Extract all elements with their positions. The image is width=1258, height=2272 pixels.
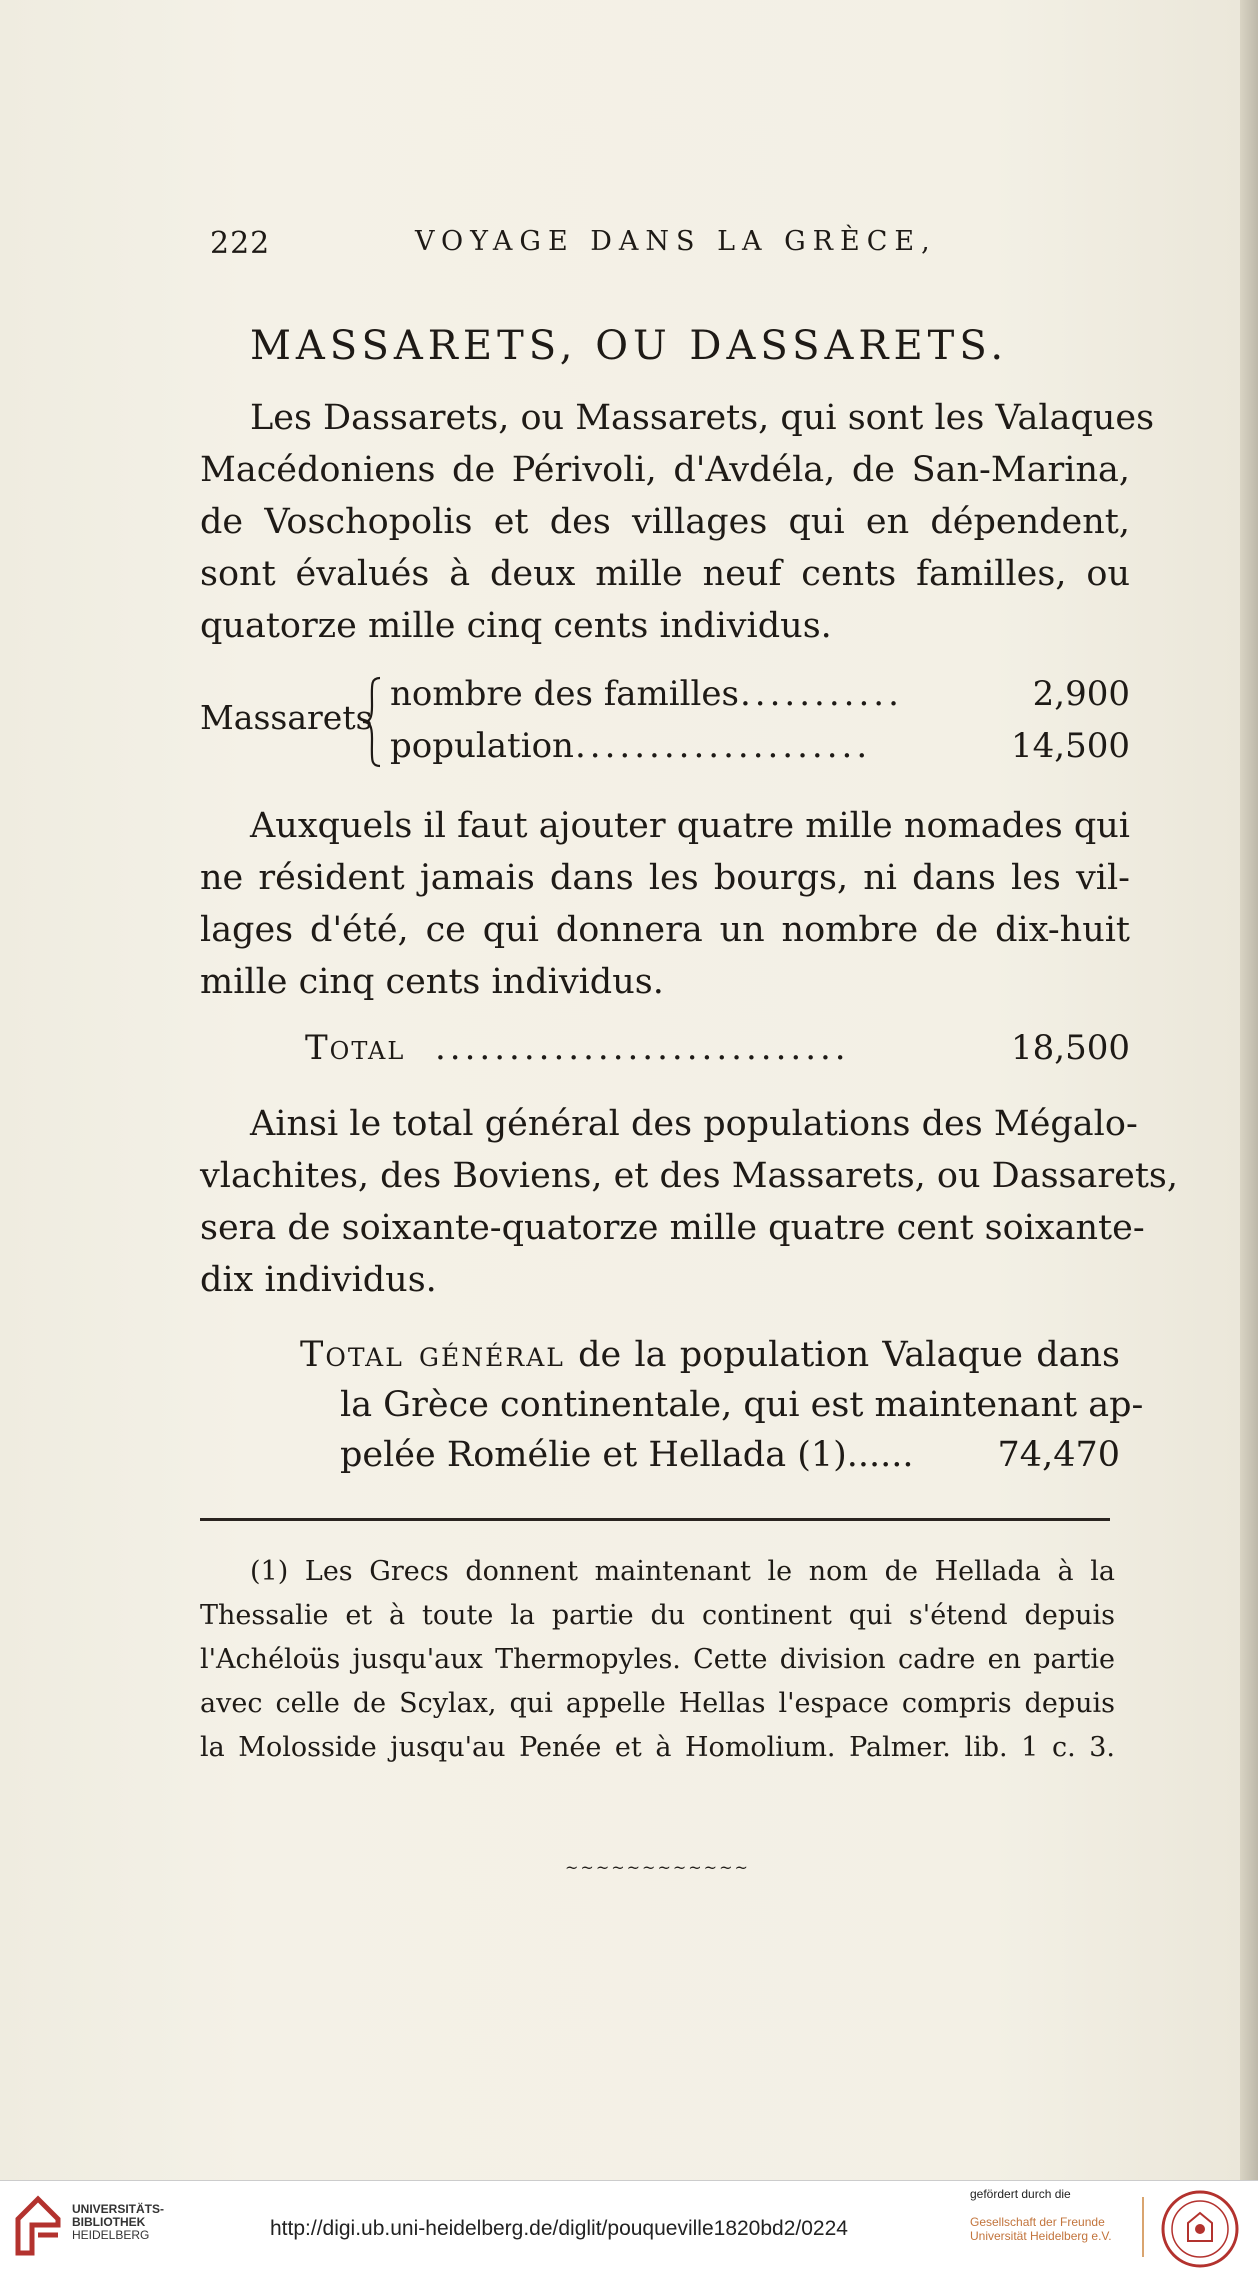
leader-dots: ............................ [435, 1028, 850, 1068]
breakdown-row [390, 674, 1130, 722]
text-line: Les Dassarets, ou Massarets, qui sont les Valaques [250, 398, 1155, 438]
grand-total [300, 1330, 1144, 1480]
footnote-line: l'Achéloüs jusqu'aux Thermopyles. Cette division cadre en partie [200, 1644, 1115, 1675]
footnote-line: (1) Les Grecs donnent maintenant le nom de Hellada à la [250, 1556, 1115, 1587]
text-line: mille cinq cents individus. [200, 962, 664, 1002]
row-label: nombre des familles [390, 674, 739, 714]
permalink-url[interactable]: http://digi.ub.uni-heidelberg.de/diglit/pouqueville1820bd2/0224 [270, 2217, 848, 2240]
library-line: UNIVERSITÄTS- [72, 2202, 165, 2216]
curly-brace-icon [360, 676, 382, 768]
text-line [300, 1330, 1120, 1380]
paragraph-1 [200, 392, 1155, 652]
text-line: ne résident jamais dans les bourgs, ni dans les vil- [200, 858, 1130, 898]
sponsor [970, 2187, 1180, 2243]
sponsor-org [970, 2215, 1180, 2243]
population-breakdown [200, 668, 1130, 778]
footnote-line: avec celle de Scylax, qui appelle Hellas l'espace compris depuis [200, 1688, 1115, 1719]
sponsor-line: Universität Heidelberg e.V. [970, 2229, 1112, 2243]
text-line: lages d'été, ce qui donnera un nombre de dix-huit [200, 910, 1130, 950]
library-name [72, 2203, 164, 2242]
text-line: Auxquels il faut ajouter quatre mille nomades qui [250, 806, 1130, 846]
grand-total-value: 74,470 [997, 1435, 1120, 1475]
text-line: quatorze mille cinq cents individus. [200, 606, 832, 646]
viewer-footer [0, 2180, 1258, 2272]
total-row [305, 1028, 1130, 1078]
grand-total-text: pelée Romélie et Hellada (1)...... [340, 1435, 914, 1475]
brace-label: Massarets [200, 698, 373, 737]
leader-dots: .................... [575, 726, 872, 766]
text-line: sera de soixante-quatorze mille quatre cent soixante- [200, 1208, 1145, 1248]
total-label: Total [305, 1028, 406, 1068]
paragraph-2 [200, 800, 1130, 1008]
text-line: dix individus. [200, 1260, 437, 1300]
footnote-line: Thessalie et à toute la partie du continent qui s'étend depuis [200, 1600, 1115, 1631]
ornament: ~~~~~~~~~~~~ [565, 1858, 750, 1877]
grand-total-label: Total général [300, 1335, 565, 1375]
text-line: vlachites, des Boviens, et des Massarets, ou Dassarets, [200, 1156, 1178, 1196]
running-title: VOYAGE DANS LA GRÈCE, [415, 226, 937, 257]
text-line: la Grèce continentale, qui est maintenant ap- [340, 1385, 1144, 1425]
row-label: population [390, 726, 574, 766]
total-value: 18,500 [1011, 1028, 1130, 1068]
text-line [300, 1430, 1120, 1480]
footnote [200, 1550, 1115, 1770]
row-value: 2,900 [1032, 674, 1130, 714]
text-line: sont évalués à deux mille neuf cents familles, ou [200, 554, 1130, 594]
university-seal-icon [1160, 2189, 1240, 2269]
section-heading: MASSARETS, OU DASSARETS. [249, 322, 1009, 369]
running-head [210, 226, 1110, 276]
row-value: 14,500 [1011, 726, 1130, 766]
leader-dots: ........... [740, 674, 903, 714]
text-line: Ainsi le total général des populations des Mégalo- [250, 1104, 1138, 1144]
footnote-line: la Molosside jusqu'au Penée et à Homolium. Palmer. lib. 1 c. 3. [200, 1732, 1115, 1763]
page-number: 222 [210, 226, 271, 261]
footnote-rule [200, 1518, 1110, 1521]
sponsor-line: Gesellschaft der Freunde [970, 2215, 1105, 2229]
text-line: de Voschopolis et des villages qui en dépendent, [200, 502, 1130, 542]
library-line: HEIDELBERG [72, 2228, 150, 2242]
sponsor-divider [1142, 2197, 1144, 2257]
paragraph-3 [200, 1098, 1178, 1306]
breakdown-row [390, 726, 1130, 774]
text-line: Macédoniens de Périvoli, d'Avdéla, de San-Marina, [200, 450, 1130, 490]
library-line: BIBLIOTHEK [72, 2215, 146, 2229]
grand-total-text: de la population Valaque dans [564, 1335, 1120, 1375]
sponsor-by: gefördert durch die [970, 2187, 1071, 2201]
university-library-logo-icon [12, 2195, 64, 2257]
